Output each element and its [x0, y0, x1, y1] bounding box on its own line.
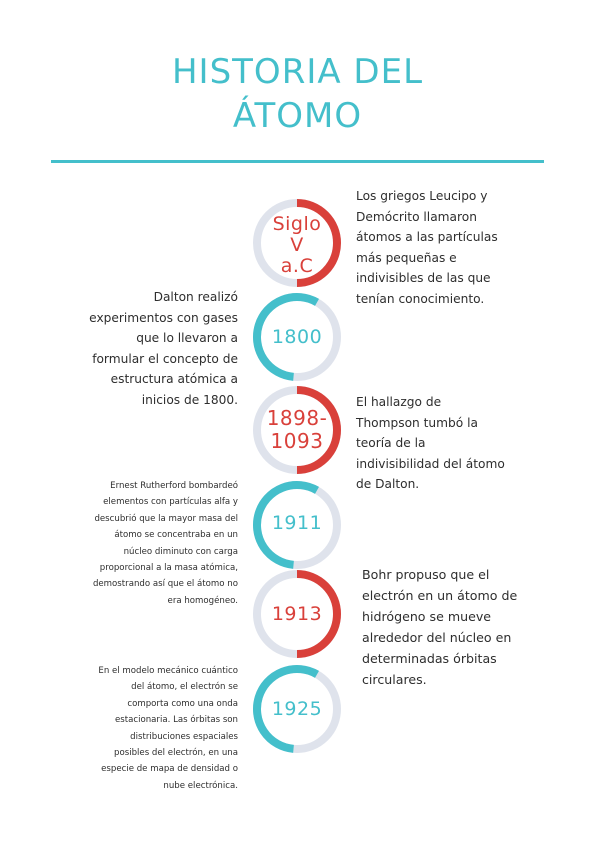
timeline-year-5 — [255, 697, 339, 721]
year-2-line-1: 1898- — [266, 406, 328, 430]
year-5-line-1: 1925 — [271, 698, 323, 720]
note-1898: El hallazgo de Thompson tumbó la teoría de la indivisibilidad del átomo de Dalton. — [356, 395, 505, 492]
timeline-year-1 — [255, 325, 339, 349]
year-0-line-1: Siglo — [272, 213, 322, 235]
timeline-year-2 — [255, 407, 339, 453]
note-1913: Bohr propuso que el electrón en un átomo de hidrógeno se mueve alrededor del núcleo en determinadas órbitas circulares. — [362, 567, 518, 687]
timeline-year-0 — [255, 214, 339, 277]
note-siglo-v: Los griegos Leucipo y Demócrito llamaron átomos a las partículas más pequeñas e indivisibles de las que tenían conocimiento. — [356, 189, 498, 306]
note-1925: En el modelo mecánico cuántico del átomo, el electrón se comporta como una onda estacionaria. Las órbitas son distribuciones espaciales posibles del electrón, en una especie de mapa de densidad o nube electrónica. — [98, 666, 238, 791]
year-0-line-2: V — [290, 234, 304, 256]
title-line-2: ÁTOMO — [232, 96, 363, 136]
year-2-line-2: 1093 — [270, 429, 324, 453]
year-0-line-3: a.C — [280, 255, 314, 277]
timeline-year-4 — [255, 602, 339, 626]
timeline-year-3 — [255, 511, 339, 535]
year-1-line-1: 1800 — [271, 326, 323, 348]
year-3-line-1: 1911 — [271, 512, 323, 534]
note-1800: Dalton realizó experimentos con gases que lo llevaron a formular el concepto de estructura atómica a inicios de 1800. — [89, 290, 238, 407]
year-4-line-1: 1913 — [271, 603, 323, 625]
title-line-1: HISTORIA DEL — [171, 52, 424, 92]
note-1911: Ernest Rutherford bombardeó elementos con partículas alfa y descubrió que la mayor masa del átomo se concentraba en un núcleo diminuto con carga proporcional a la masa atómica, demostrando así que el átomo no era homogéneo. — [92, 481, 238, 606]
